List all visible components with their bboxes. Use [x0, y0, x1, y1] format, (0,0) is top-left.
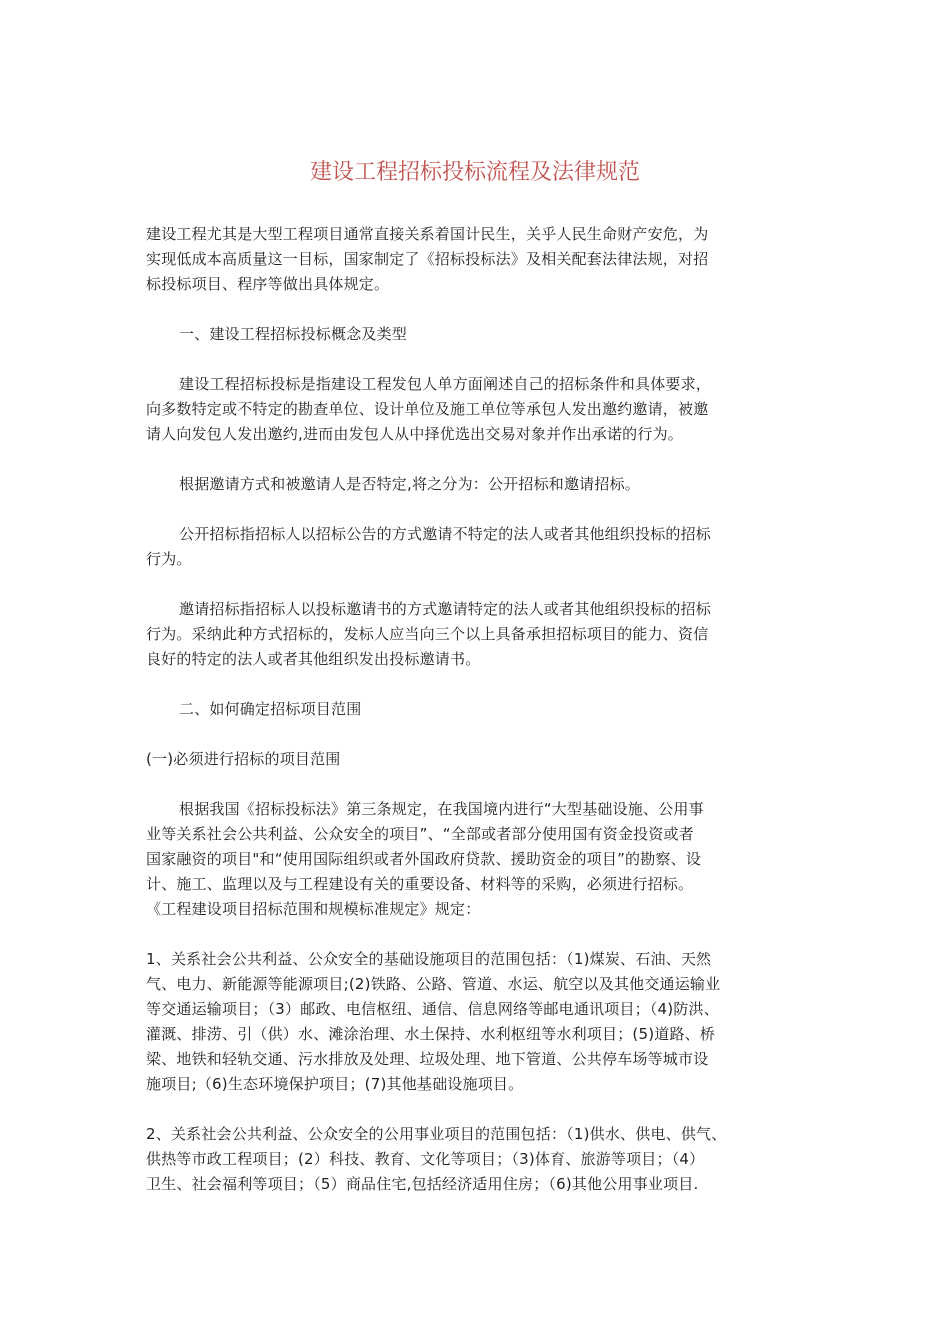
list-item-public-utilities: 2、关系社会公共利益、公众安全的公用事业项目的范围包括：（1)供水、供电、供气、 供热等市政工程项目；(2）科技、教育、文化等项目；（3)体育、旅游等项目；（4） 卫生、社会福利等项目；（5）商品住宅,包括经济适用住房；（6)其他公用事业项目.: [146, 1125, 727, 1193]
paragraph-law-article: 根据我国《招标投标法》第三条规定，在我国境内进行“大型基础设施、公用事 业等关系社会公共利益、公众安全的项目”、“全部或者部分使用国有资金投资或者 国家融资的项目"和“使用国际组织或者外国政府贷款、援助资金的项目”的勘察、设 计、施工、监理以及与工程建设有关的重要设备、材料等的采购，必须进行招标。 《工程建设项目招标范围和规模标准规定》规定：: [146, 800, 704, 918]
subsection-heading-1: (一)必须进行招标的项目范围: [146, 750, 341, 768]
paragraph-types: 根据邀请方式和被邀请人是否特定,将之分为：公开招标和邀请招标。: [179, 475, 640, 493]
list-item-infrastructure: 1、关系社会公共利益、公众安全的基础设施项目的范围包括：（1)煤炭、石油、天然 气、电力、新能源等能源项目;(2)铁路、公路、管道、水运、航空以及其他交通运输业 等交通运输项目；（3）邮政、电信枢纽、通信、信息网络等邮电通讯项目；（4)防洪、 灌溉、排涝、引（供）水、滩涂治理、水土保持、水利枢纽等水利项目；(5)道路、桥 梁、地铁和轻轨交通、污水排放及处理、垃圾处理、地下管道、公共停车场等城市设 施项目;（6)生态环境保护项目；(7)其他基础设施项目。: [146, 950, 721, 1093]
document-title: 建设工程招标投标流程及法律规范: [309, 160, 640, 185]
document-body: [146, 222, 831, 1197]
paragraph-definition: 建设工程招标投标是指建设工程发包人单方面阐述自己的招标条件和具体要求， 向多数特定或不特定的勘查单位、设计单位及施工单位等承包人发出邀约邀请，被邀 请人向发包人发出邀约,进而由发包人从中择优选出交易对象并作出承诺的行为。: [146, 375, 712, 443]
paragraph-intro: 建设工程尤其是大型工程项目通常直接关系着国计民生，关乎人民生命财产安危，为 实现低成本高质量这一目标，国家制定了《招标投标法》及相关配套法律法规，对招 标投标项目、程序等做出具体规定。: [146, 225, 709, 293]
paragraph-invited-tender: 邀请招标指招标人以投标邀请书的方式邀请特定的法人或者其他组织投标的招标 行为。采纳此种方式招标的，发标人应当向三个以上具备承担招标项目的能力、资信 良好的特定的法人或者其他组织发出投标邀请书。: [146, 600, 712, 668]
paragraph-public-tender: 公开招标指招标人以招标公告的方式邀请不特定的法人或者其他组织投标的招标 行为。: [146, 525, 712, 568]
section-heading-2: 二、如何确定招标项目范围: [179, 700, 362, 718]
section-heading-1: 一、建设工程招标投标概念及类型: [179, 325, 408, 343]
